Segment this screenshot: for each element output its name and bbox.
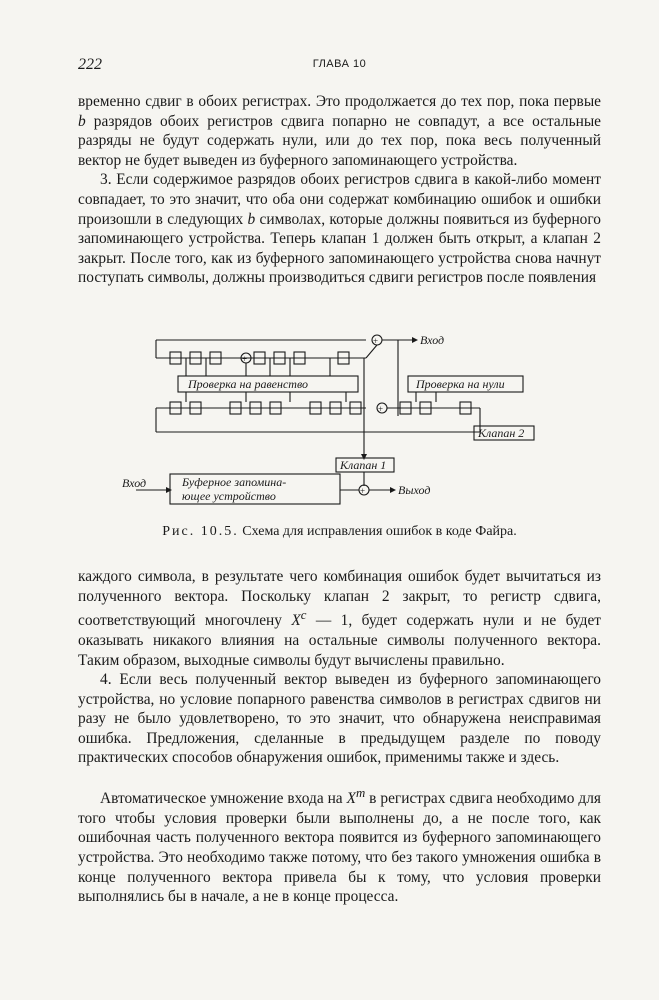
symbol-b: b [78, 112, 86, 130]
page-number: 222 [78, 56, 102, 73]
caption-label: Рис. 10.5. [162, 524, 239, 539]
paragraph-step-3: 3. Если содержимое разрядов обоих регистров сдвига в какой-либо момент совпадает, то это значит, что оба они содержат комбинацию ошибок и ошибки произошли в следующих b символах, которые должны появиться из буферного запоминающего устройства. Теперь клапан 1 должен быть открыт, а клапан 2 закрыт. После того, как из буферного запоминающего устройства снова начнут поступать символы, должны производиться сдвиги регистров после появления [78, 171, 601, 287]
label-zero-check: Проверка на нули [416, 377, 505, 391]
paragraph-continued: временно сдвиг в обоих регистрах. Это продолжается до тех пор, пока первые b разрядов обоих регистров сдвига попарно не совпадут, а все остальные разряды не будут содержать нули, или до тех пор, пока весь полученный вектор не будет выведен из буферного запоминающего устройства. [78, 93, 601, 169]
label-valve-2: Клапан 2 [478, 426, 525, 440]
paragraph-final: Автоматическое умножение входа на $X^m$ в регистрах сдвига необходимо для того чтобы условия проверки были выполнены до, а не после того, как ошибочная часть полученного вектора появится из буферного запоминающего устройства. Это необходимо также потому, что без такого умножения ошибка в конце полученного вектора привела бы к тому, что условия проверки выполнялись бы в начале, а не в конце процесса. [78, 786, 601, 906]
label-buffer-line2: ющее устройство [182, 489, 276, 503]
figure-caption [78, 524, 601, 540]
label-input-top: Вход [420, 333, 445, 347]
text-block-bottom [78, 784, 601, 907]
paragraph-continued-2: каждого символа, в результате чего комбинация ошибок будет вычитаться из полученного вектора. Поскольку клапан 2 закрыт, то регистр сдвига, соответствующий многочлену $X^c$ — 1, будет содержать нули и не будет оказывать никакого влияния на остальные символы полученного вектора. Таким образом, выходные символы будут вычислены правильно. [78, 568, 601, 669]
text-block-top [78, 92, 601, 288]
adder-plus-4: + [360, 486, 366, 496]
text-block-middle [78, 567, 601, 768]
symbol-x: X [346, 790, 356, 808]
chapter-title: ГЛАВА 10 [312, 58, 367, 70]
fire-code-correction-diagram [120, 326, 525, 506]
symbol-c: c [300, 608, 307, 623]
adder-plus-1: + [242, 354, 248, 364]
symbol-x: X [291, 612, 301, 630]
symbol-m: m [355, 786, 366, 800]
paragraph-step-4: 4. Если весь полученный вектор выведен из буферного запоминающего устройства, но условие попарного равенства символов в регистрах сдвигов ни разу не было удовлетворено, то это значит, что обнаружена неисправимая ошибка. Предложения, сделанные в предыдущем разделе по поводу практических способов обнаружения ошибок, применимы также и здесь. [78, 671, 601, 767]
adder-plus-2: + [373, 336, 379, 346]
page-header [78, 56, 601, 76]
caption-text: Схема для исправления ошибок в коде Файра. [238, 524, 517, 539]
symbol-b: b [247, 210, 256, 228]
adder-plus-3: + [378, 404, 384, 414]
label-valve-1: Клапан 1 [340, 458, 387, 472]
label-buffer-line1: Буферное запомина- [182, 475, 287, 489]
label-equality-check: Проверка на равенство [188, 377, 308, 391]
label-input-left: Вход [122, 476, 147, 490]
label-output: Выход [398, 483, 431, 497]
